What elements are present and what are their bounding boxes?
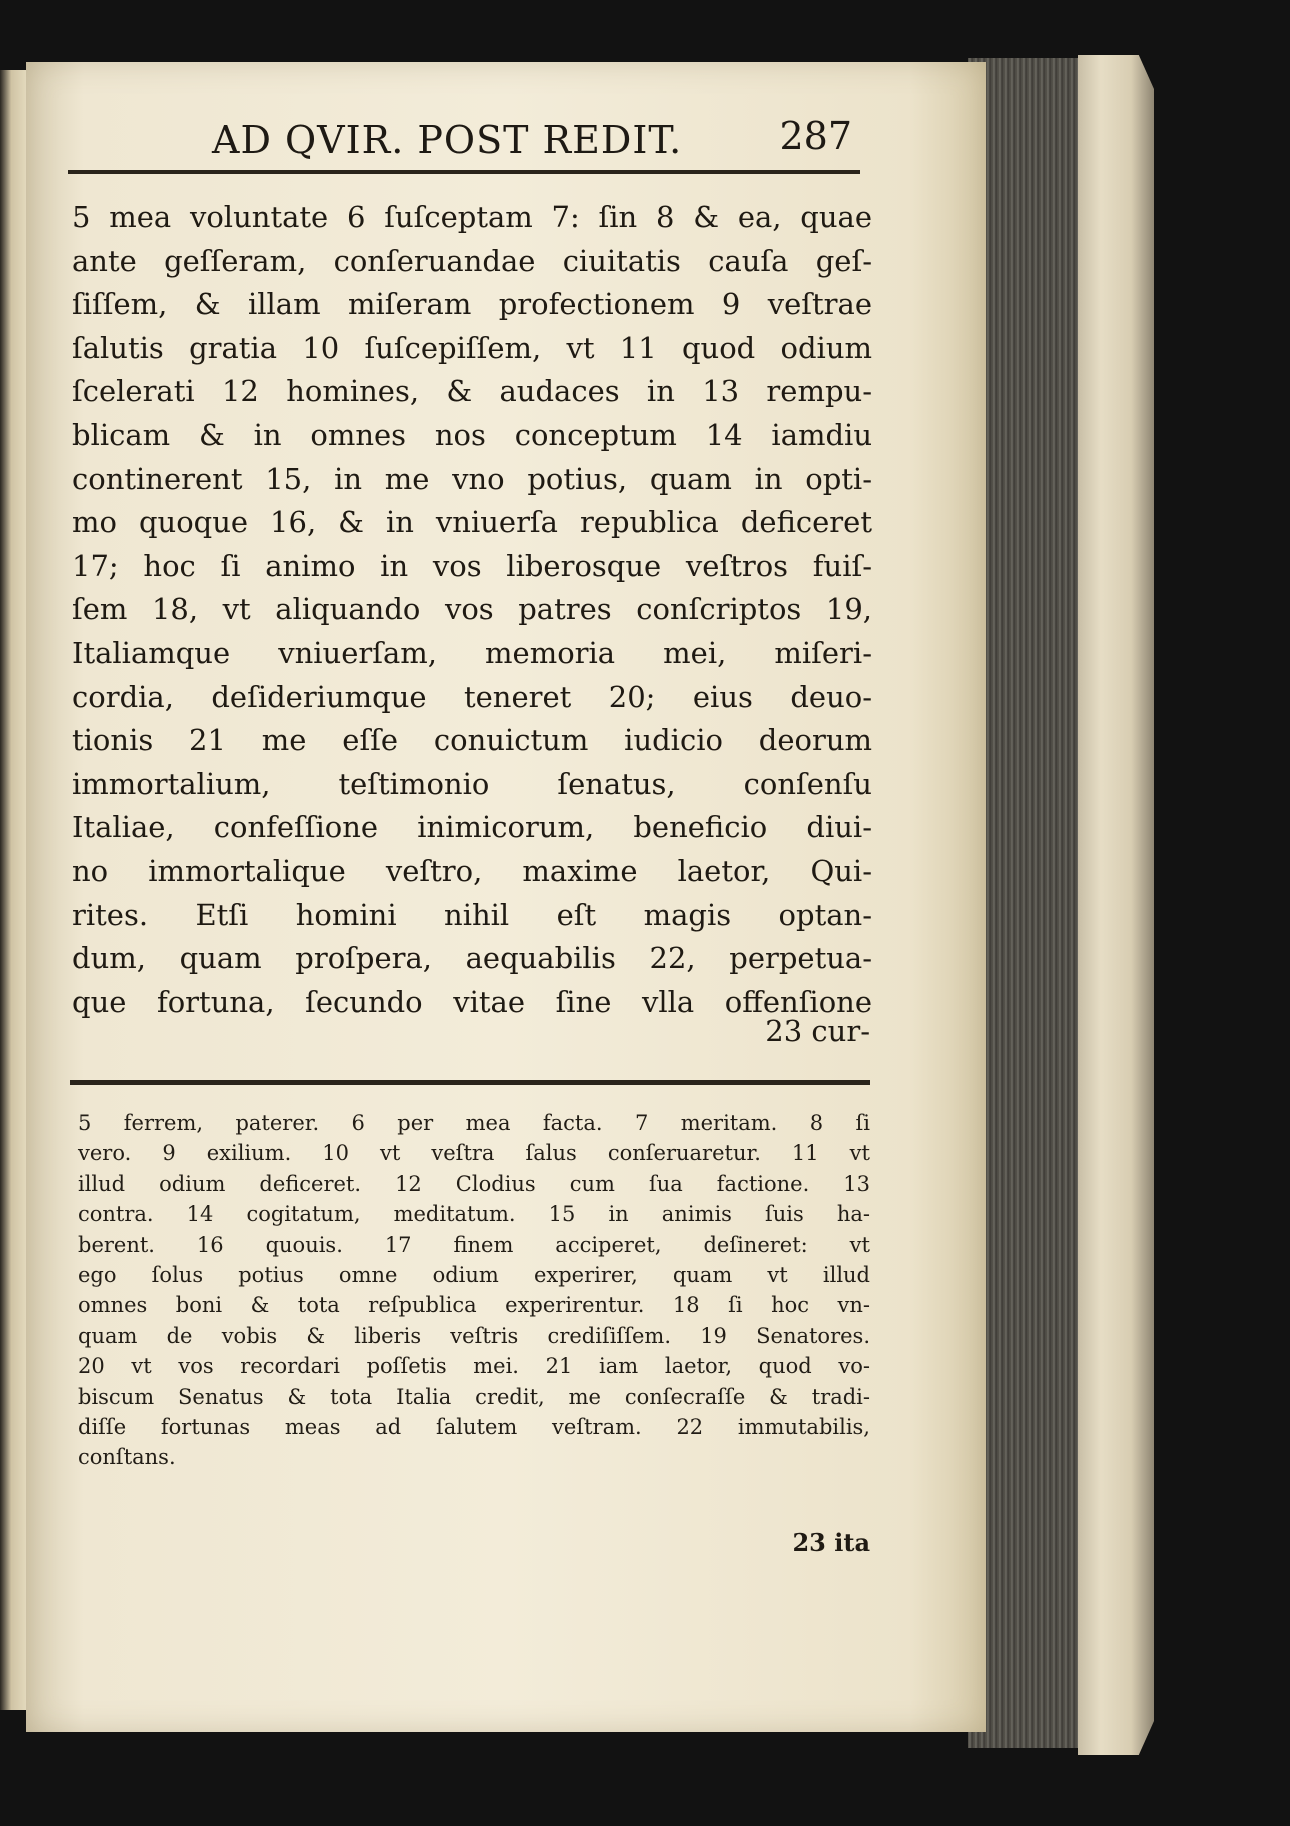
footnote-line: ego ſolus potius omne odium experirer, quam vt illud [78, 1262, 870, 1287]
footnote-catchword: 23 ita [792, 1528, 870, 1557]
text-line: ante geſſeram, conſeruandae ciuitatis cauſa geſ- [72, 243, 872, 278]
text-line: rites. Etſi homini nihil eſt magis optan- [72, 897, 872, 932]
footnotes [78, 1108, 870, 1473]
text-line: 5 mea voluntate 6 ſuſceptam 7: ſin 8 & ea, quae [72, 200, 872, 234]
footnote-line: conſtans. [78, 1445, 176, 1470]
text-line: que fortuna, ſecundo vitae ſine vlla offenſione [72, 984, 872, 1019]
text-line: continerent 15, in me vno potius, quam in opti- [72, 461, 872, 496]
footnote-line: illud odium deficeret. 12 Clodius cum ſua factione. 13 [78, 1171, 870, 1196]
footnote-line: biscum Senatus & tota Italia credit, me conſecraſſe & tradi- [78, 1384, 870, 1409]
footnote-line: 20 vt vos recordari poſſetis mei. 21 iam laetor, quod vo- [78, 1354, 870, 1379]
footnote-line: 5 ferrem, paterer. 6 per mea facta. 7 meritam. 8 ſi [78, 1111, 870, 1135]
text-line: mo quoque 16, & in vniuerſa republica deficeret [72, 505, 872, 540]
book-cover-edge [1078, 55, 1154, 1755]
text-line: cordia, deſideriumque teneret 20; eius deuo- [72, 679, 872, 714]
text-line: Italiae, confeſſione inimicorum, beneficio diui- [72, 810, 872, 845]
text-line: Italiamque vniuerſam, memoria mei, miſeri- [72, 635, 872, 670]
catchword: 23 cur- [765, 1014, 870, 1048]
footnote-line: diſſe fortunas meas ad ſalutem veſtram. 22 immutabilis, [78, 1414, 870, 1439]
text-line: no immortalique veſtro, maxime laetor, Qui- [72, 853, 872, 888]
header-rule [68, 170, 860, 174]
text-line: dum, quam proſpera, aequabilis 22, perpetua- [72, 941, 872, 976]
footnote-line: quam de vobis & liberis veſtris crediſiſſem. 19 Senatores. [78, 1323, 870, 1348]
text-line: ſalutis gratia 10 ſuſcepiſſem, vt 11 quod odium [72, 330, 872, 365]
footnote-rule [70, 1080, 870, 1085]
text-line: ſiſſem, & illam miſeram profectionem 9 veſtrae [72, 287, 872, 322]
facing-page-edge [0, 70, 28, 1710]
footnote-line: berent. 16 quouis. 17 finem acciperet, deſineret: vt [78, 1232, 870, 1257]
footnote-line: vero. 9 exilium. 10 vt veſtra ſalus conſeruaretur. 11 vt [78, 1141, 870, 1166]
text-line: ſcelerati 12 homines, & audaces in 13 rempu- [72, 374, 872, 409]
running-head: AD QVIR. POST REDIT. [212, 118, 683, 162]
text-line: blicam & in omnes nos conceptum 14 iamdiu [72, 417, 872, 452]
page-number: 287 [779, 114, 852, 158]
text-line: 17; hoc ſi animo in vos liberosque veſtros fuiſ- [72, 548, 872, 583]
text-line: tionis 21 me eſſe conuictum iudicio deorum [72, 723, 872, 758]
main-text [72, 196, 872, 1024]
footnote-line: contra. 14 cogitatum, meditatum. 15 in animis ſuis ha- [78, 1202, 870, 1227]
text-line: ſem 18, vt aliquando vos patres conſcriptos 19, [72, 592, 872, 627]
footnote-line: omnes boni & tota reſpublica experirentur. 18 ſi hoc vn- [78, 1293, 870, 1318]
text-line: immortalium, teſtimonio ſenatus, conſenſu [72, 766, 872, 801]
